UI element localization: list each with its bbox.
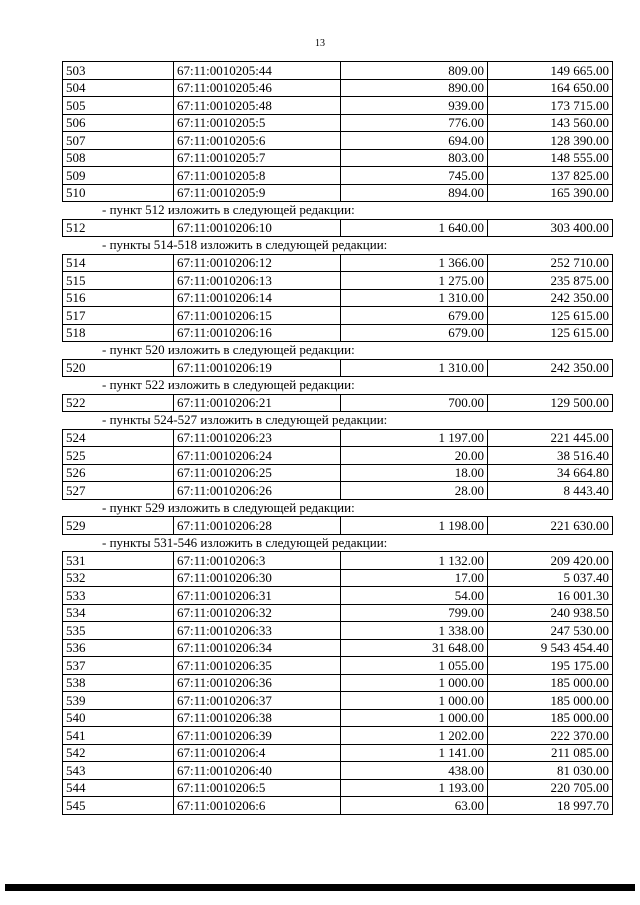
table-row xyxy=(63,132,613,150)
value-cell: 9 543 454.40 xyxy=(488,639,613,657)
item-number-cell: 509 xyxy=(63,167,174,185)
land-plot-table xyxy=(62,254,613,343)
item-number-cell: 503 xyxy=(63,62,174,80)
table-row xyxy=(63,394,613,412)
table-row xyxy=(63,622,613,640)
item-number-cell: 524 xyxy=(63,429,174,447)
area-cell: 20.00 xyxy=(341,447,488,465)
area-cell: 438.00 xyxy=(341,762,488,780)
table-row xyxy=(63,464,613,482)
cadastral-number-cell: 67:11:0010206:6 xyxy=(174,797,341,815)
table-row xyxy=(63,324,613,342)
item-number-cell: 508 xyxy=(63,149,174,167)
value-cell: 221 630.00 xyxy=(488,517,613,535)
area-cell: 31 648.00 xyxy=(341,639,488,657)
item-number-cell: 543 xyxy=(63,762,174,780)
table-row xyxy=(63,482,613,500)
value-cell: 125 615.00 xyxy=(488,307,613,325)
value-cell: 220 705.00 xyxy=(488,779,613,797)
land-plot-table xyxy=(62,394,613,413)
area-cell: 809.00 xyxy=(341,62,488,80)
cadastral-number-cell: 67:11:0010206:13 xyxy=(174,272,341,290)
value-cell: 209 420.00 xyxy=(488,552,613,570)
cadastral-number-cell: 67:11:0010206:4 xyxy=(174,744,341,762)
table-row xyxy=(63,587,613,605)
item-number-cell: 545 xyxy=(63,797,174,815)
cadastral-number-cell: 67:11:0010205:7 xyxy=(174,149,341,167)
amendment-instruction: - пункт 529 изложить в следующей редакции: xyxy=(102,499,355,515)
area-cell: 776.00 xyxy=(341,114,488,132)
table-row xyxy=(63,674,613,692)
land-plot-table xyxy=(62,429,613,500)
cadastral-number-cell: 67:11:0010206:26 xyxy=(174,482,341,500)
table-row xyxy=(63,289,613,307)
item-number-cell: 533 xyxy=(63,587,174,605)
value-cell: 148 555.00 xyxy=(488,149,613,167)
amendment-instruction: - пункт 522 изложить в следующей редакции: xyxy=(102,377,355,392)
item-number-cell: 522 xyxy=(63,394,174,412)
table-row xyxy=(63,709,613,727)
value-cell: 222 370.00 xyxy=(488,727,613,745)
cadastral-number-cell: 67:11:0010205:8 xyxy=(174,167,341,185)
item-number-cell: 540 xyxy=(63,709,174,727)
area-cell: 63.00 xyxy=(341,797,488,815)
value-cell: 165 390.00 xyxy=(488,184,613,202)
area-cell: 894.00 xyxy=(341,184,488,202)
area-cell: 28.00 xyxy=(341,482,488,500)
document-body xyxy=(62,61,613,815)
cadastral-number-cell: 67:11:0010206:14 xyxy=(174,289,341,307)
table-row xyxy=(63,167,613,185)
cadastral-number-cell: 67:11:0010206:24 xyxy=(174,447,341,465)
table-row xyxy=(63,254,613,272)
area-cell: 1 000.00 xyxy=(341,674,488,692)
cadastral-number-cell: 67:11:0010206:35 xyxy=(174,657,341,675)
table-row xyxy=(63,762,613,780)
value-cell: 143 560.00 xyxy=(488,114,613,132)
value-cell: 242 350.00 xyxy=(488,359,613,377)
area-cell: 1 640.00 xyxy=(341,219,488,237)
item-number-cell: 539 xyxy=(63,692,174,710)
table-row xyxy=(63,272,613,290)
table-row xyxy=(63,429,613,447)
item-number-cell: 544 xyxy=(63,779,174,797)
area-cell: 1 310.00 xyxy=(341,359,488,377)
value-cell: 195 175.00 xyxy=(488,657,613,675)
table-row xyxy=(63,79,613,97)
table-row xyxy=(63,114,613,132)
cadastral-number-cell: 67:11:0010205:48 xyxy=(174,97,341,115)
cadastral-number-cell: 67:11:0010206:25 xyxy=(174,464,341,482)
item-number-cell: 525 xyxy=(63,447,174,465)
value-cell: 38 516.40 xyxy=(488,447,613,465)
item-number-cell: 507 xyxy=(63,132,174,150)
value-cell: 81 030.00 xyxy=(488,762,613,780)
item-number-cell: 531 xyxy=(63,552,174,570)
item-number-cell: 504 xyxy=(63,79,174,97)
land-plot-table xyxy=(62,359,613,378)
table-row xyxy=(63,657,613,675)
item-number-cell: 527 xyxy=(63,482,174,500)
table-row xyxy=(63,184,613,202)
table-row xyxy=(63,62,613,80)
page-number: 13 xyxy=(315,38,325,49)
value-cell: 235 875.00 xyxy=(488,272,613,290)
cadastral-number-cell: 67:11:0010206:37 xyxy=(174,692,341,710)
table-row xyxy=(63,692,613,710)
area-cell: 17.00 xyxy=(341,569,488,587)
cadastral-number-cell: 67:11:0010206:36 xyxy=(174,674,341,692)
table-row xyxy=(63,307,613,325)
item-number-cell: 535 xyxy=(63,622,174,640)
cadastral-number-cell: 67:11:0010205:5 xyxy=(174,114,341,132)
table-row xyxy=(63,797,613,815)
item-number-cell: 526 xyxy=(63,464,174,482)
cadastral-number-cell: 67:11:0010206:30 xyxy=(174,569,341,587)
item-number-cell: 517 xyxy=(63,307,174,325)
land-plot-table xyxy=(62,61,613,202)
value-cell: 164 650.00 xyxy=(488,79,613,97)
cadastral-number-cell: 67:11:0010205:6 xyxy=(174,132,341,150)
area-cell: 700.00 xyxy=(341,394,488,412)
cadastral-number-cell: 67:11:0010206:12 xyxy=(174,254,341,272)
bottom-border-bar xyxy=(5,884,635,891)
item-number-cell: 506 xyxy=(63,114,174,132)
area-cell: 1 338.00 xyxy=(341,622,488,640)
cadastral-number-cell: 67:11:0010206:10 xyxy=(174,219,341,237)
cadastral-number-cell: 67:11:0010206:16 xyxy=(174,324,341,342)
table-row xyxy=(63,569,613,587)
item-number-cell: 505 xyxy=(63,97,174,115)
table-row xyxy=(63,219,613,237)
area-cell: 1 202.00 xyxy=(341,727,488,745)
item-number-cell: 532 xyxy=(63,569,174,587)
value-cell: 221 445.00 xyxy=(488,429,613,447)
amendment-instruction: - пункты 514-518 изложить в следующей редакции: xyxy=(102,237,388,252)
land-plot-table xyxy=(62,219,613,238)
cadastral-number-cell: 67:11:0010206:31 xyxy=(174,587,341,605)
amendment-instruction: - пункт 512 изложить в следующей редакции: xyxy=(102,202,355,217)
item-number-cell: 518 xyxy=(63,324,174,342)
area-cell: 694.00 xyxy=(341,132,488,150)
value-cell: 173 715.00 xyxy=(488,97,613,115)
table-row xyxy=(63,639,613,657)
cadastral-number-cell: 67:11:0010206:21 xyxy=(174,394,341,412)
value-cell: 125 615.00 xyxy=(488,324,613,342)
item-number-cell: 529 xyxy=(63,517,174,535)
area-cell: 1 366.00 xyxy=(341,254,488,272)
value-cell: 5 037.40 xyxy=(488,569,613,587)
value-cell: 185 000.00 xyxy=(488,674,613,692)
land-plot-table xyxy=(62,516,613,535)
value-cell: 18 997.70 xyxy=(488,797,613,815)
area-cell: 1 141.00 xyxy=(341,744,488,762)
amendment-instruction: - пункты 524-527 изложить в следующей редакции: xyxy=(102,412,388,427)
cadastral-number-cell: 67:11:0010205:44 xyxy=(174,62,341,80)
value-cell: 8 443.40 xyxy=(488,482,613,500)
cadastral-number-cell: 67:11:0010206:34 xyxy=(174,639,341,657)
item-number-cell: 541 xyxy=(63,727,174,745)
amendment-instruction: - пункты 531-546 изложить в следующей редакции: xyxy=(102,534,388,550)
area-cell: 1 310.00 xyxy=(341,289,488,307)
item-number-cell: 515 xyxy=(63,272,174,290)
table-row xyxy=(63,359,613,377)
area-cell: 1 000.00 xyxy=(341,692,488,710)
area-cell: 1 193.00 xyxy=(341,779,488,797)
item-number-cell: 520 xyxy=(63,359,174,377)
value-cell: 185 000.00 xyxy=(488,709,613,727)
cadastral-number-cell: 67:11:0010206:23 xyxy=(174,429,341,447)
area-cell: 890.00 xyxy=(341,79,488,97)
area-cell: 18.00 xyxy=(341,464,488,482)
area-cell: 1 275.00 xyxy=(341,272,488,290)
table-row xyxy=(63,744,613,762)
value-cell: 128 390.00 xyxy=(488,132,613,150)
value-cell: 240 938.50 xyxy=(488,604,613,622)
cadastral-number-cell: 67:11:0010205:9 xyxy=(174,184,341,202)
amendment-instruction: - пункт 520 изложить в следующей редакции: xyxy=(102,342,355,357)
cadastral-number-cell: 67:11:0010206:5 xyxy=(174,779,341,797)
table-row xyxy=(63,604,613,622)
table-row xyxy=(63,517,613,535)
value-cell: 242 350.00 xyxy=(488,289,613,307)
area-cell: 803.00 xyxy=(341,149,488,167)
item-number-cell: 514 xyxy=(63,254,174,272)
land-plot-table xyxy=(62,551,613,815)
item-number-cell: 516 xyxy=(63,289,174,307)
value-cell: 247 530.00 xyxy=(488,622,613,640)
area-cell: 1 000.00 xyxy=(341,709,488,727)
cadastral-number-cell: 67:11:0010206:40 xyxy=(174,762,341,780)
cadastral-number-cell: 67:11:0010205:46 xyxy=(174,79,341,97)
value-cell: 34 664.80 xyxy=(488,464,613,482)
cadastral-number-cell: 67:11:0010206:38 xyxy=(174,709,341,727)
value-cell: 149 665.00 xyxy=(488,62,613,80)
table-row xyxy=(63,779,613,797)
cadastral-number-cell: 67:11:0010206:39 xyxy=(174,727,341,745)
area-cell: 54.00 xyxy=(341,587,488,605)
area-cell: 745.00 xyxy=(341,167,488,185)
value-cell: 252 710.00 xyxy=(488,254,613,272)
cadastral-number-cell: 67:11:0010206:33 xyxy=(174,622,341,640)
area-cell: 679.00 xyxy=(341,324,488,342)
table-row xyxy=(63,97,613,115)
cadastral-number-cell: 67:11:0010206:32 xyxy=(174,604,341,622)
item-number-cell: 542 xyxy=(63,744,174,762)
cadastral-number-cell: 67:11:0010206:28 xyxy=(174,517,341,535)
value-cell: 129 500.00 xyxy=(488,394,613,412)
item-number-cell: 538 xyxy=(63,674,174,692)
table-row xyxy=(63,149,613,167)
value-cell: 16 001.30 xyxy=(488,587,613,605)
table-row xyxy=(63,727,613,745)
area-cell: 1 132.00 xyxy=(341,552,488,570)
area-cell: 799.00 xyxy=(341,604,488,622)
table-row xyxy=(63,447,613,465)
item-number-cell: 534 xyxy=(63,604,174,622)
table-row xyxy=(63,552,613,570)
cadastral-number-cell: 67:11:0010206:15 xyxy=(174,307,341,325)
area-cell: 1 055.00 xyxy=(341,657,488,675)
value-cell: 137 825.00 xyxy=(488,167,613,185)
value-cell: 185 000.00 xyxy=(488,692,613,710)
area-cell: 1 198.00 xyxy=(341,517,488,535)
item-number-cell: 537 xyxy=(63,657,174,675)
item-number-cell: 510 xyxy=(63,184,174,202)
value-cell: 303 400.00 xyxy=(488,219,613,237)
area-cell: 1 197.00 xyxy=(341,429,488,447)
value-cell: 211 085.00 xyxy=(488,744,613,762)
cadastral-number-cell: 67:11:0010206:19 xyxy=(174,359,341,377)
area-cell: 939.00 xyxy=(341,97,488,115)
item-number-cell: 512 xyxy=(63,219,174,237)
item-number-cell: 536 xyxy=(63,639,174,657)
cadastral-number-cell: 67:11:0010206:3 xyxy=(174,552,341,570)
area-cell: 679.00 xyxy=(341,307,488,325)
